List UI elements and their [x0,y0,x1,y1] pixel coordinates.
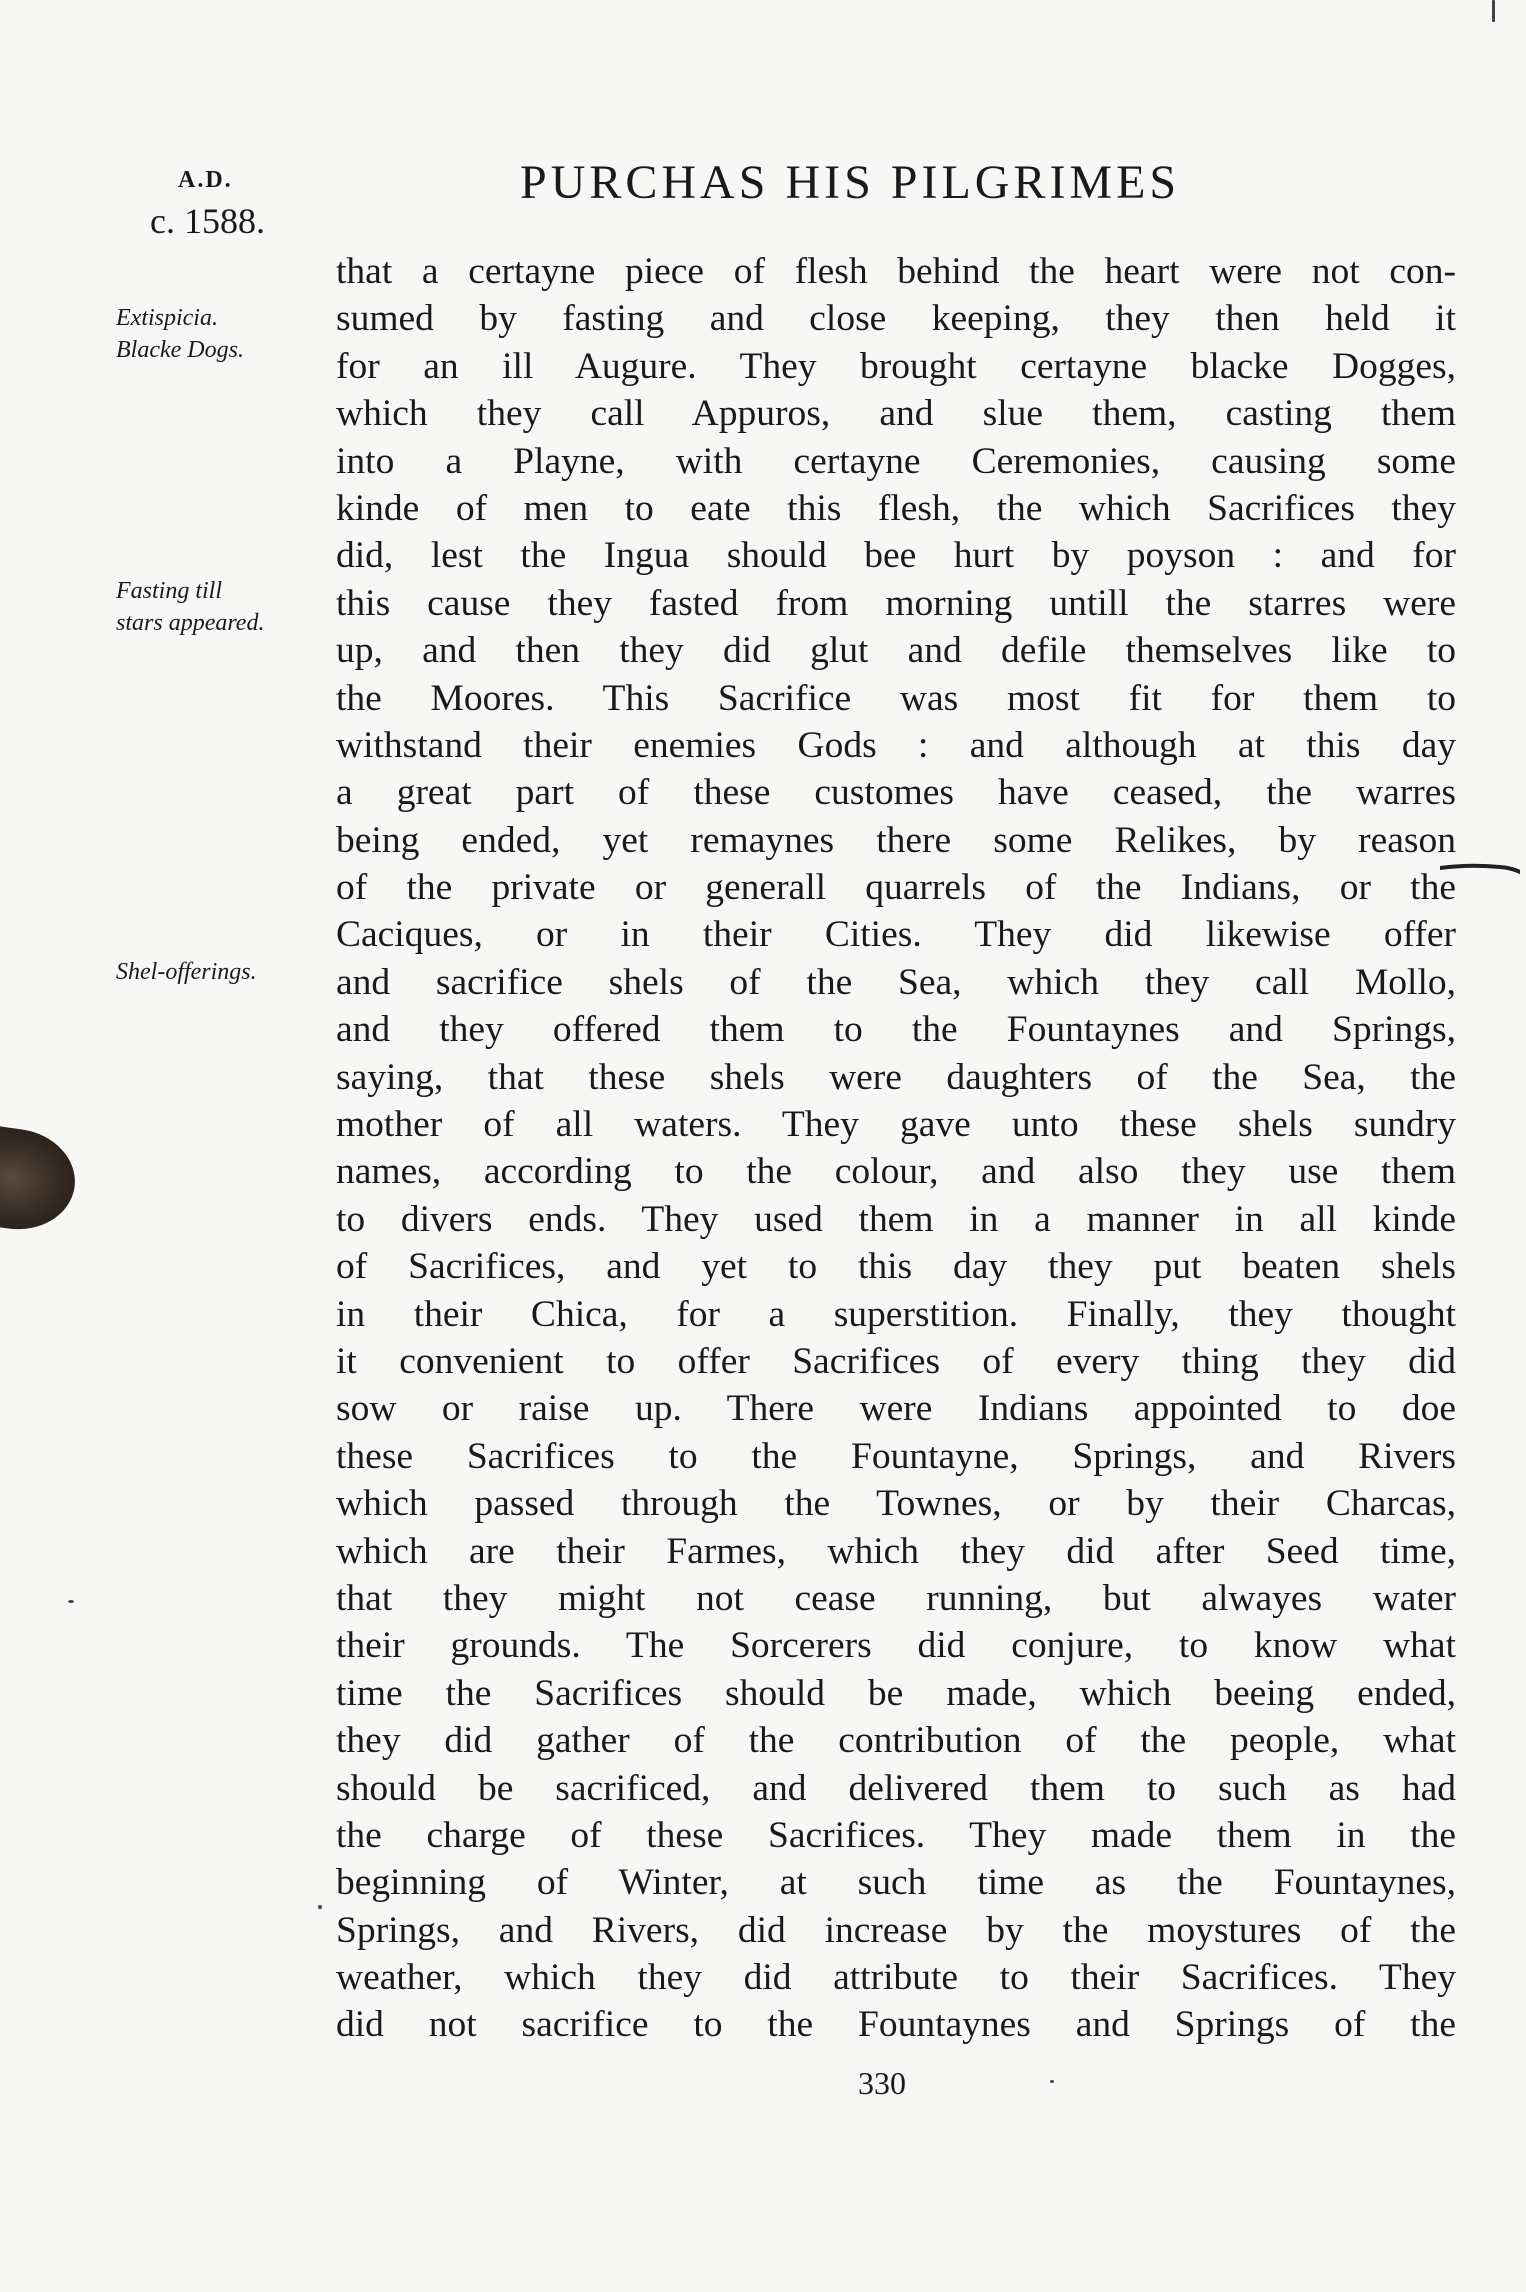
body-line: to divers ends. They used them in a manner in all kinde [336,1198,1456,1240]
body-line: of Sacrifices, and yet to this day they put beaten shels [336,1246,1456,1288]
body-line: which passed through the Townes, or by their Charcas, [336,1483,1456,1525]
body-line: they did gather of the contribution of the people, what [336,1720,1456,1762]
running-head-title: PURCHAS HIS PILGRIMES [520,156,1181,209]
body-line: their grounds. The Sorcerers did conjure, to know what [336,1625,1456,1667]
body-line: and sacrifice shels of the Sea, which they call Mollo, [336,961,1456,1003]
body-line: mother of all waters. They gave unto these shels sundry [336,1104,1456,1146]
body-line: and they offered them to the Fountaynes and Springs, [336,1009,1456,1051]
body-line: that a certayne piece of flesh behind the heart were not con- [336,251,1456,292]
body-line: in their Chica, for a superstition. Finally, they thought [336,1293,1456,1335]
body-line: saying, that these shels were daughters of the Sea, the [336,1056,1456,1098]
body-line: being ended, yet remaynes there some Relikes, by reason [336,819,1456,861]
body-line: a great part of these customes have ceased, the warres [336,772,1456,814]
page-number: 330 [858,2065,906,2101]
body-line: up, and then they did glut and defile themselves like to [336,630,1456,672]
paper-speck [1492,0,1495,22]
body-line: weather, which they did attribute to their Sacrifices. They [336,1957,1456,1999]
body-line: kinde of men to eate this flesh, the which Sacrifices they [336,487,1456,529]
paper-speck [68,1600,74,1603]
body-line: names, according to the colour, and also they use them [336,1151,1456,1193]
margin-note-line: Shel-offerings. [116,959,257,985]
body-line: time the Sacrifices should be made, which beeing ended, [336,1672,1456,1714]
body-line: beginning of Winter, at such time as the Fountaynes, [336,1862,1456,1904]
body-line: Caciques, or in their Cities. They did likewise offer [336,914,1456,956]
body-line: should be sacrificed, and delivered them to such as had [336,1767,1456,1809]
body-line: of the private or generall quarrels of the Indians, or the [336,867,1456,909]
margin-note-extispicia [116,302,244,366]
margin-date-ad: A.D. [178,167,233,193]
margin-note-line: stars appeared. [116,610,265,636]
body-line: sumed by fasting and close keeping, they then held it [336,298,1456,340]
body-line: these Sacrifices to the Fountayne, Springs, and Rivers [336,1435,1456,1477]
body-line: which are their Farmes, which they did after Seed time, [336,1530,1456,1572]
paper-speck [1050,2080,1054,2083]
body-line: the Moores. This Sacrifice was most fit for them to [336,677,1456,719]
margin-note-fasting [116,575,264,639]
margin-note-line: Blacke Dogs. [116,337,244,363]
margin-date-year: c. 1588. [150,201,265,241]
body-line: withstand their enemies Gods : and although at this day [336,724,1456,766]
body-line: this cause they fasted from morning untill the starres were [336,582,1456,624]
body-line: did, lest the Ingua should bee hurt by poyson : and for [336,535,1456,577]
body-line: sow or raise up. There were Indians appointed to doe [336,1388,1456,1430]
body-line: into a Playne, with certayne Ceremonies, causing some [336,440,1456,482]
body-line: which they call Appuros, and slue them, casting them [336,393,1456,435]
body-line: the charge of these Sacrifices. They made them in the [336,1814,1456,1856]
scanner-thumb [0,1123,81,1237]
margin-note-shel-offerings [116,956,257,988]
body-text [336,248,1456,2049]
margin-note-line: Fasting till [116,578,223,604]
body-line: Springs, and Rivers, did increase by the moystures of the [336,1909,1456,1951]
body-line: did not sacrifice to the Fountaynes and Springs of the [336,2004,1456,2046]
body-line: that they might not cease running, but alwayes water [336,1577,1456,1619]
body-line: it convenient to offer Sacrifices of every thing they did [336,1340,1456,1382]
margin-note-line: Extispicia. [116,305,218,331]
paper-speck [318,1905,322,1909]
ink-stroke-mark [1440,858,1520,876]
body-line: for an ill Augure. They brought certayne blacke Dogges, [336,345,1456,387]
